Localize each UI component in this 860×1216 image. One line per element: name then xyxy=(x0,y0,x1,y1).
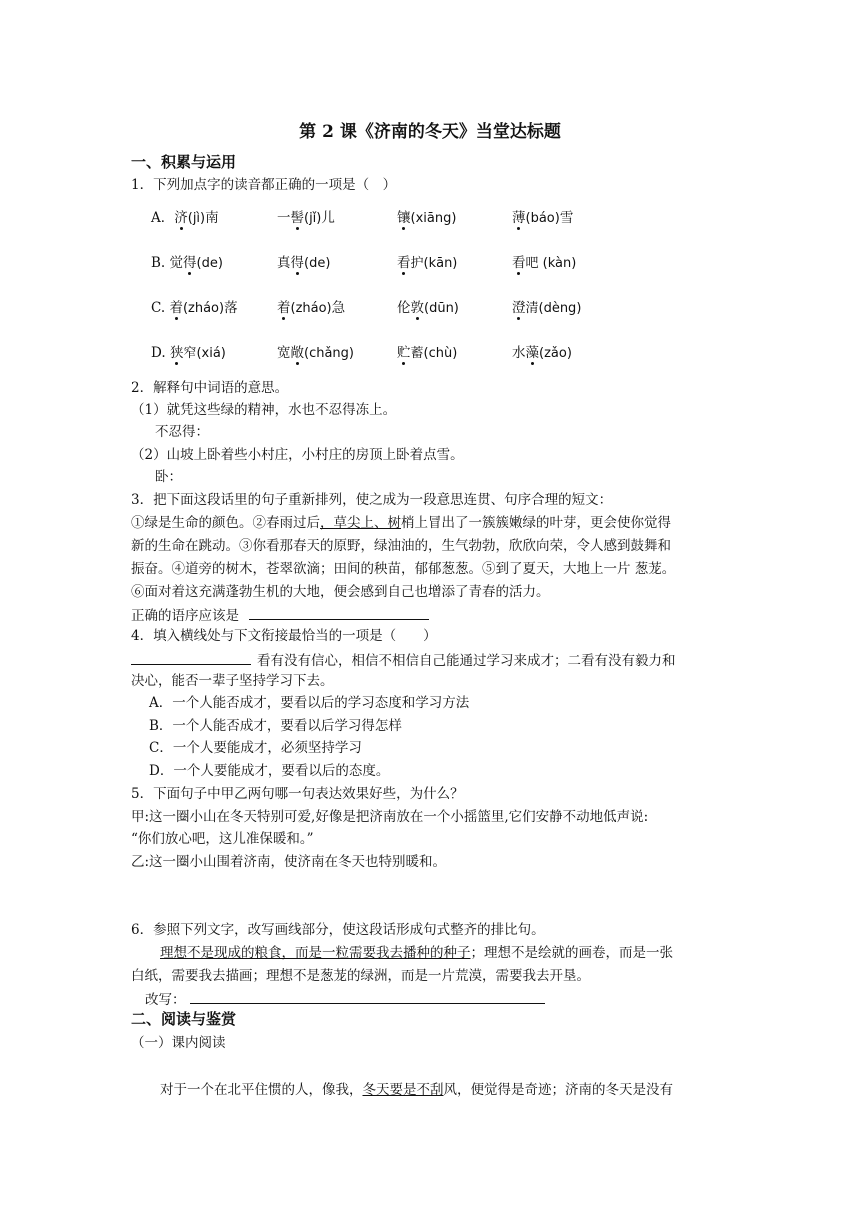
q1-dotted-char: 贮 xyxy=(397,345,411,361)
q6-rewrite xyxy=(145,989,545,1009)
q1-item-prefix: 宽 xyxy=(277,345,291,361)
q4-option-a: A．一个人能否成才，要看以后的学习态度和学习方法 xyxy=(149,695,470,711)
reading-line-1-b: 风，便觉得是奇迹；济南的冬天是没有 xyxy=(443,1082,673,1098)
q1-option-b-item-3 xyxy=(397,251,457,271)
q1-item-suffix: 雪 xyxy=(559,210,574,226)
q5-stem: 5．下面句子中甲乙两句哪一句表达效果好些，为什么？ xyxy=(131,786,464,802)
q1-pinyin: 护(kān) xyxy=(410,256,458,271)
q1-pinyin: (zháo) xyxy=(290,301,332,316)
q1-pinyin: 蓄(chù) xyxy=(410,346,458,361)
q2-line-1: （1）就凭这些绿的精神，水也不忍得冻上。 xyxy=(131,402,397,418)
q3-line-1 xyxy=(131,514,671,532)
q4-option-d: D．一个人要能成才，要看以后的态度。 xyxy=(149,763,390,779)
reading-subheading: （一）课内阅读 xyxy=(131,1035,226,1051)
q6-stem: 6．参照下列文字，改写画线部分，使这段话形成句式整齐的排比句。 xyxy=(131,922,545,938)
q1-item-prefix: 水 xyxy=(512,345,526,361)
q4-line-1 xyxy=(131,650,676,670)
q3-line-1-a: ①绿是生命的颜色。②春雨过后 xyxy=(131,515,320,531)
q3-line-4: ⑥面对着这充满蓬勃生机的大地，便会感到自己也增添了青春的活力。 xyxy=(131,584,550,600)
q3-line-1-b: 梢上冒出了一簇簇嫩绿的叶芽，更会使你觉得 xyxy=(401,515,671,531)
page-title: 第 2 课《济南的冬天》当堂达标题 xyxy=(299,122,561,142)
q1-dotted-char: 敞 xyxy=(290,345,304,361)
q1-stem: 1．下列加点字的读音都正确的一项是（ ） xyxy=(131,177,397,193)
q1-option-b-item-2 xyxy=(277,251,330,271)
q1-dotted-char: 着 xyxy=(277,300,291,316)
reading-underlined: 冬天要是不刮 xyxy=(362,1082,444,1098)
q1-item-prefix: B. 觉 xyxy=(151,255,184,271)
q1-option-c-item-3 xyxy=(397,296,459,316)
q1-option-d-item-4 xyxy=(512,341,572,361)
q1-option-d-item-3 xyxy=(397,341,457,361)
q5-line-1: 甲:这一圈小山在冬天特别可爱,好像是把济南放在一个小摇篮里,它们安静不动地低声说: xyxy=(131,809,649,825)
q2-line-4: 卧： xyxy=(155,469,182,485)
q1-dotted-char: 髻 xyxy=(290,210,304,226)
q3-underlined: ，草尖上、树 xyxy=(320,515,401,531)
q3-answer xyxy=(131,605,429,625)
q6-line-1 xyxy=(160,944,673,962)
q6-rewrite-blank[interactable] xyxy=(190,989,545,1004)
q3-line-2: 新的生命在跳动。③你看那春天的原野，绿油油的，生气勃勃，欣欣向荣，令人感到鼓舞和 xyxy=(131,538,671,554)
q1-option-d-item-1 xyxy=(151,341,226,361)
q2-line-3: （2）山坡上卧着些小村庄，小村庄的房顶上卧着点雪。 xyxy=(131,447,464,463)
q1-item-prefix: 伦 xyxy=(397,300,411,316)
q1-item-suffix: 儿 xyxy=(321,210,335,226)
q1-option-b-item-1 xyxy=(151,251,223,271)
q1-dotted-char: 敦 xyxy=(410,300,424,316)
q1-pinyin: (zháo) xyxy=(182,301,225,316)
q1-dotted-char: 狭 xyxy=(169,345,184,361)
q5-line-2: “你们放心吧，这儿准保暖和。” xyxy=(131,831,314,847)
q1-dotted-char: 薄 xyxy=(512,210,526,226)
q1-dotted-char: 藻 xyxy=(525,345,539,361)
q1-dotted-char: 得 xyxy=(290,255,304,271)
q1-option-c-item-1 xyxy=(151,296,238,316)
q1-option-d-item-2 xyxy=(277,341,354,361)
q3-stem: 3．把下面这段话里的句子重新排列，使之成为一段意思连贯、句序合理的短文： xyxy=(131,492,613,508)
q1-option-a-item-4 xyxy=(512,206,573,226)
q3-answer-label: 正确的语序应该是 xyxy=(131,608,239,624)
q1-dotted-char: 看 xyxy=(397,255,411,271)
q1-item-prefix: 一 xyxy=(277,210,291,226)
q4-line-2: 决心，能否一辈子坚持学习下去。 xyxy=(131,673,334,689)
q1-pinyin: 吧 (kàn) xyxy=(525,256,577,271)
q1-item-prefix: D. xyxy=(151,345,170,361)
q1-pinyin: (xiāng) xyxy=(410,211,457,226)
q1-pinyin: (báo) xyxy=(525,211,560,226)
q1-option-a-item-2 xyxy=(277,206,335,226)
q4-stem: 4．填入横线处与下文衔接最恰当的一项是（ ） xyxy=(131,628,437,644)
q1-dotted-char: 澄 xyxy=(512,300,526,316)
q2-line-2: 不忍得： xyxy=(155,424,209,440)
q5-line-3: 乙:这一圈小山围着济南，使济南在冬天也特别暖和。 xyxy=(131,854,447,870)
q4-blank[interactable] xyxy=(131,650,251,665)
q1-option-c-item-2 xyxy=(277,296,345,316)
q1-item-suffix: 南 xyxy=(205,210,219,226)
section-heading-2: 二、阅读与鉴赏 xyxy=(131,1010,237,1028)
q1-dotted-char: 看 xyxy=(512,255,526,271)
q1-pinyin: (chǎng) xyxy=(304,346,354,361)
q4-line-1-text: 看有没有信心，相信不相信自己能通过学习来成才；二看有没有毅力和 xyxy=(257,653,676,669)
q1-item-prefix: C. xyxy=(151,300,170,316)
q3-answer-blank[interactable] xyxy=(249,605,429,620)
q4-option-c: C．一个人要能成才，必须坚持学习 xyxy=(149,740,362,756)
reading-line-1-a: 对于一个在北平住惯的人，像我， xyxy=(160,1082,363,1098)
q1-dotted-char: 济 xyxy=(174,210,188,226)
q1-pinyin: 窄(xiá) xyxy=(183,346,226,361)
q1-item-prefix: A． xyxy=(151,210,175,226)
q1-pinyin: (de) xyxy=(304,256,331,271)
q1-dotted-char: 着 xyxy=(169,300,183,316)
q1-item-suffix: 落 xyxy=(224,300,238,316)
q1-dotted-char: 得 xyxy=(183,255,197,271)
q1-pinyin: (dūn) xyxy=(424,301,459,316)
q6-line-2: 白纸，需要我去描画；理想不是葱茏的绿洲，而是一片荒漠，需要我去开垦。 xyxy=(131,968,590,984)
q1-pinyin: 清(dèng) xyxy=(525,301,582,316)
q1-option-c-item-4 xyxy=(512,296,581,316)
q6-underlined: 理想不是现成的粮食，而是一粒需要我去播种的种子 xyxy=(160,945,471,961)
q3-line-3: 振奋。④道旁的树木，苍翠欲滴；田间的秧苗，郁郁葱葱。⑤到了夏天，大地上一片 葱茏。 xyxy=(131,561,676,577)
q1-option-a-item-1 xyxy=(151,206,219,226)
q2-stem: 2．解释句中词语的意思。 xyxy=(131,380,289,396)
q1-pinyin: (zǎo) xyxy=(539,346,572,361)
q6-line-1-b: ；理想不是绘就的画卷，而是一张 xyxy=(470,945,673,961)
q1-pinyin: (de) xyxy=(196,256,223,271)
q1-dotted-char: 镶 xyxy=(397,210,411,226)
q4-option-b: B．一个人能否成才，要看以后学习得怎样 xyxy=(149,718,402,734)
q1-option-b-item-4 xyxy=(512,251,576,271)
section-heading-1: 一、积累与运用 xyxy=(131,153,237,171)
q1-option-a-item-3 xyxy=(397,206,456,226)
q1-item-suffix: 急 xyxy=(331,300,346,316)
q1-pinyin: (jǐ) xyxy=(304,211,322,226)
q6-rewrite-label: 改写： xyxy=(145,992,186,1008)
q1-pinyin: (jì) xyxy=(187,211,206,226)
reading-passage-line-1 xyxy=(160,1081,673,1099)
q1-item-prefix: 真 xyxy=(277,255,291,271)
